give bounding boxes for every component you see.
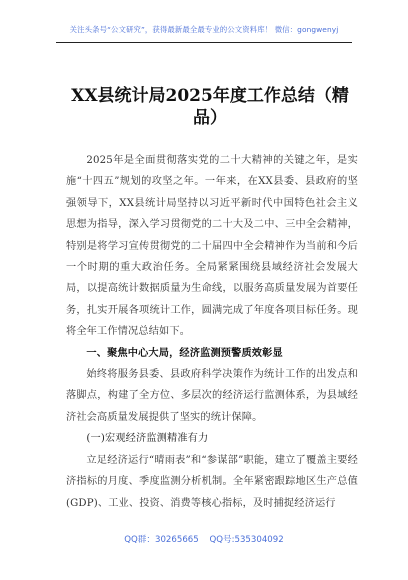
document-title: XX县统计局2025年度工作总结（精品） <box>71 86 349 128</box>
header-divider <box>56 42 352 43</box>
subsection-heading: (一)宏观经济监测精准有力 <box>86 433 209 445</box>
footer-qq-group: QQ群：30265665 <box>124 535 199 545</box>
footer-contact <box>0 533 408 547</box>
section-heading: 一、聚焦中心大局，经济监测预警质效彰显 <box>86 346 283 359</box>
document-body <box>66 150 358 514</box>
footer-qq-number: QQ号:535304092 <box>209 535 284 545</box>
section-paragraph: 始终将服务县委、县政府科学决策作为统计工作的出发点和落脚点，构建了全方位、多层次的经济运行监测体系，为县域经济社会高质量发展提供了坚实的统计保障。 <box>66 369 358 423</box>
header-notice: 关注头条号“公文研究”，获得最新最全最专业的公文资料库！ 微信：gongwenyj <box>69 25 339 34</box>
intro-paragraph: 2025年是全面贯彻落实党的二十大精神的关键之年，是实施“十四五”规划的攻坚之年。一年来，在XX县委、县政府的坚强领导下，XX县统计局坚持以习近平新时代中国特色社会主义思想为指导，深入学习贯彻党的二十大及二中、三中全会精神，特别是将学习宣传贯彻党的二十届四中全会精神作为当前和今后一个时期的重大政治任务。全局紧紧围绕县域经济社会发展大局，以提高统计数据质量为生命线，以服务高质量发展为首要任务，扎实开展各项统计工作，圆满完成了年度各项目标任务。现将全年工作情况总结如下。 <box>66 155 358 338</box>
subsection-paragraph: 立足经济运行“晴雨表”和“参谋部”职能，建立了覆盖主要经济指标的月度、季度监测分析机制。全年紧密跟踪地区生产总值(GDP)、工业、投资、消费等核心指标，及时捕捉经济运行 <box>66 454 358 509</box>
